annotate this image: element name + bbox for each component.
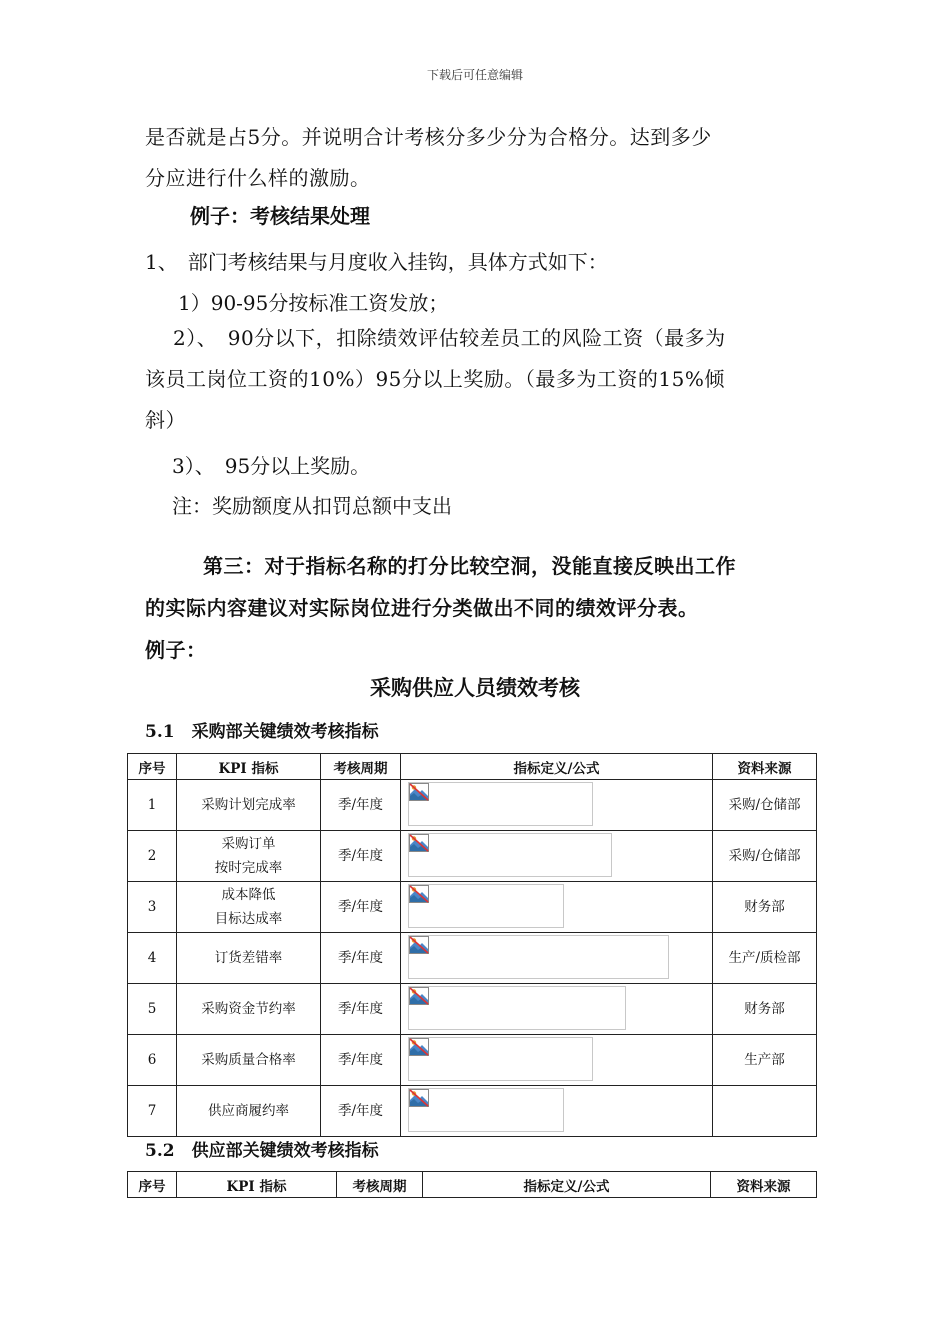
item-1-3: 3）、 95分以上奖励。 [172,454,371,478]
note: 注：奖励额度从扣罚总额中支出 [172,494,452,518]
item-1-2 [145,318,815,441]
row-number: 6 [128,1035,177,1086]
assessment-period: 季/年度 [321,1035,401,1086]
third-line: 第三：对于指标名称的打分比较空洞，没能直接反映出工作 [203,554,736,578]
kpi-name [177,831,321,882]
col-header-kpi: KPI 指标 [177,754,321,780]
kpi-name-line: 供应商履约率 [208,1103,289,1119]
formula-cell [401,1035,713,1086]
formula-image-placeholder [408,935,669,979]
item-1-1: 1）90-95分按标准工资发放； [178,291,449,315]
assessment-period: 季/年度 [321,984,401,1035]
third-line: 的实际内容建议对实际岗位进行分类做出不同的绩效评分表。 [145,596,699,620]
kpi-name [177,984,321,1035]
kpi-name [177,933,321,984]
assessment-period: 季/年度 [321,933,401,984]
formula-image-placeholder [408,884,564,928]
col-header-no: 序号 [128,754,177,780]
page-header: 下载后可任意编辑 [426,68,523,82]
col-header-kpi: KPI 指标 [177,1172,337,1198]
formula-cell [401,933,713,984]
item-1-2-line: 该员工岗位工资的10%）95分以上奖励。（最多为工资的15%倾 [145,367,725,391]
data-source: 财务部 [713,882,817,933]
kpi-name-line: 目标达成率 [214,911,283,927]
col-header-no: 序号 [128,1172,177,1198]
item-1-2-line: 斜） [145,408,186,432]
formula-cell [401,882,713,933]
row-number: 3 [128,882,177,933]
intro-paragraph [145,117,815,199]
doc-title: 采购供应人员绩效考核 [370,675,580,700]
row-number: 1 [128,780,177,831]
table-row [128,780,817,831]
kpi-name-line: 订货差错率 [214,950,283,966]
row-number: 5 [128,984,177,1035]
data-source: 生产/质检部 [713,933,817,984]
assessment-period: 季/年度 [321,882,401,933]
col-header-source: 资料来源 [711,1172,817,1198]
example-title: 例子：考核结果处理 [190,204,370,228]
kpi-table-procurement [127,753,817,1137]
kpi-table-supply [127,1171,817,1198]
table-row [128,933,817,984]
table-row [128,1035,817,1086]
table-row [128,984,817,1035]
formula-cell [401,831,713,882]
kpi-name-line: 采购订单 [221,836,276,852]
col-header-period: 考核周期 [321,754,401,780]
data-source [713,1086,817,1137]
broken-image-icon [409,783,429,801]
table-row [128,831,817,882]
assessment-period: 季/年度 [321,1086,401,1137]
broken-image-icon [409,987,429,1005]
intro-line: 分应进行什么样的激励。 [145,166,371,190]
kpi-name-line: 采购计划完成率 [201,797,296,813]
kpi-name [177,780,321,831]
intro-line: 是否就是占5分。并说明合计考核分多少分为合格分。达到多少 [145,125,712,149]
formula-cell [401,1086,713,1137]
third-line: 例子： [145,638,207,662]
kpi-name-line: 采购质量合格率 [201,1052,296,1068]
data-source: 财务部 [713,984,817,1035]
row-number: 4 [128,933,177,984]
section-1-title: 5.1 采购部关键绩效考核指标 [145,722,379,742]
broken-image-icon [409,834,429,852]
broken-image-icon [409,885,429,903]
col-header-period: 考核周期 [337,1172,423,1198]
formula-cell [401,780,713,831]
col-header-source: 资料来源 [713,754,817,780]
table-row [128,882,817,933]
kpi-name-line: 成本降低 [221,887,276,903]
item-1: 1、 部门考核结果与月度收入挂钩，具体方式如下： [145,250,608,274]
table-header-row [128,1172,817,1198]
formula-image-placeholder [408,833,612,877]
item-1-2-line: 2）、 90分以下，扣除绩效评估较差员工的风险工资（最多为 [173,326,726,350]
formula-image-placeholder [408,782,593,826]
assessment-period: 季/年度 [321,831,401,882]
formula-cell [401,984,713,1035]
data-source: 生产部 [713,1035,817,1086]
col-header-formula: 指标定义/公式 [401,754,713,780]
assessment-period: 季/年度 [321,780,401,831]
kpi-name [177,1086,321,1137]
table-header-row [128,754,817,780]
third-paragraph [145,545,815,671]
broken-image-icon [409,1089,429,1107]
row-number: 2 [128,831,177,882]
formula-image-placeholder [408,986,626,1030]
row-number: 7 [128,1086,177,1137]
data-source: 采购/仓储部 [713,831,817,882]
col-header-formula: 指标定义/公式 [423,1172,711,1198]
formula-image-placeholder [408,1088,564,1132]
table-row [128,1086,817,1137]
kpi-name [177,882,321,933]
data-source: 采购/仓储部 [713,780,817,831]
broken-image-icon [409,1038,429,1056]
formula-image-placeholder [408,1037,593,1081]
broken-image-icon [409,936,429,954]
kpi-name [177,1035,321,1086]
kpi-name-line: 采购资金节约率 [201,1001,296,1017]
section-2-title: 5.2 供应部关键绩效考核指标 [145,1141,379,1161]
kpi-name-line: 按时完成率 [214,860,283,876]
